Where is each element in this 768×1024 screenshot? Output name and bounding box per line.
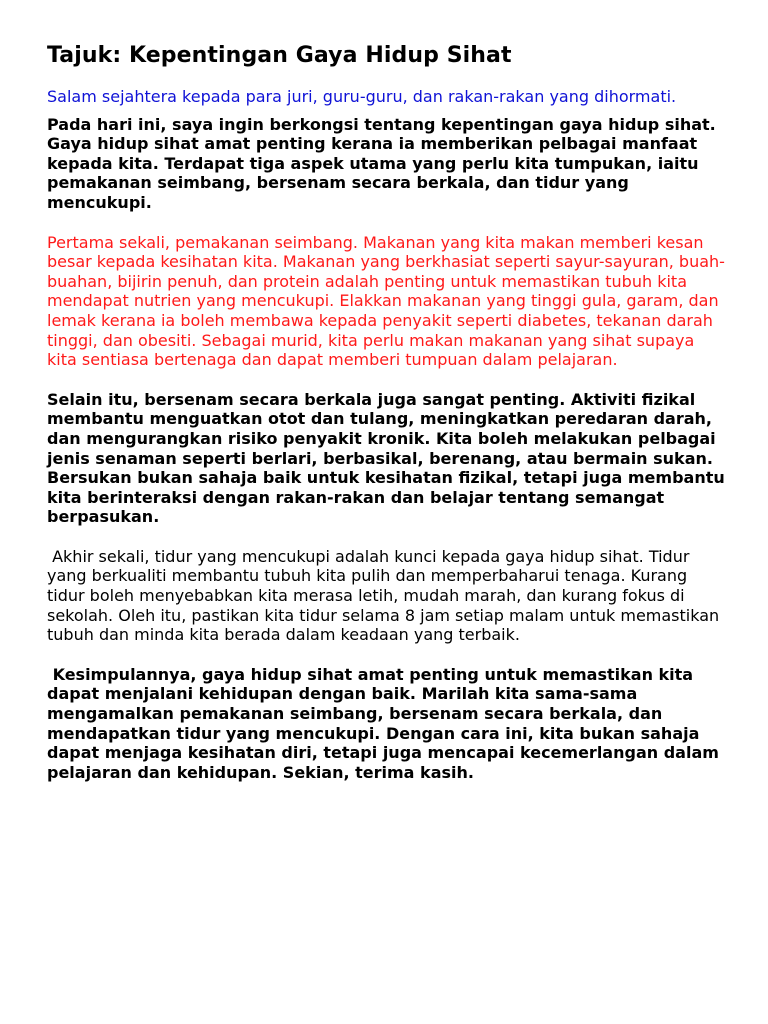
greeting-paragraph: Salam sejahtera kepada para juri, guru-guru, dan rakan-rakan yang dihormati. xyxy=(47,87,677,106)
balanced-diet-paragraph: Pertama sekali, pemakanan seimbang. Makanan yang kita makan memberi kesan besar kepada kesihatan kita. Makanan yang berkhasiat seperti sayur-sayuran, buah-buahan, bijirin penuh, dan protein adalah penting untuk memastikan tubuh kita mendapat nutrien yang mencukupi. Elakkan makanan yang tinggi gula, garam, dan lemak kerana ia boleh membawa kepada penyakit seperti diabetes, tekanan darah tinggi, dan obesiti. Sebagai murid, kita perlu makan makanan yang sihat supaya kita sentiasa bertenaga dan dapat memberi tumpuan dalam pelajaran. xyxy=(47,232,725,370)
conclusion-paragraph: Kesimpulannya, gaya hidup sihat amat penting untuk memastikan kita dapat menjalani kehidupan dengan baik. Marilah kita sama-sama mengamalkan pemakanan seimbang, bersenam secara berkala, dan mendapatkan tidur yang mencukupi. Dengan cara ini, kita bukan sahaja dapat menjaga kesihatan diri, tetapi juga mencapai kecemerlangan dalam pelajaran dan kehidupan. Sekian, terima kasih. xyxy=(47,664,725,782)
document-title: Tajuk: Kepentingan Gaya Hidup Sihat xyxy=(47,43,512,68)
intro-paragraph: Pada hari ini, saya ingin berkongsi tentang kepentingan gaya hidup sihat. Gaya hidup sihat amat penting kerana ia memberikan pelbagai manfaat kepada kita. Terdapat tiga aspek utama yang perlu kita tumpukan, iaitu pemakanan seimbang, bersenam secara berkala, dan tidur yang mencukupi. xyxy=(47,114,722,212)
sleep-paragraph: Akhir sekali, tidur yang mencukupi adalah kunci kepada gaya hidup sihat. Tidur yang berkualiti membantu tubuh kita pulih dan memperbaharui tenaga. Kurang tidur boleh menyebabkan kita merasa letih, mudah marah, dan kurang fokus di sekolah. Oleh itu, pastikan kita tidur selama 8 jam setiap malam untuk memastikan tubuh dan minda kita berada dalam keadaan yang terbaik. xyxy=(47,546,725,645)
exercise-paragraph: Selain itu, bersenam secara berkala juga sangat penting. Aktiviti fizikal membantu menguatkan otot dan tulang, meningkatkan peredaran darah, dan mengurangkan risiko penyakit kronik. Kita boleh melakukan pelbagai jenis senaman seperti berlari, berbasikal, berenang, atau bermain sukan. Bersukan bukan sahaja baik untuk kesihatan fizikal, tetapi juga membantu kita berinteraksi dengan rakan-rakan dan belajar tentang semangat berpasukan. xyxy=(47,389,731,527)
